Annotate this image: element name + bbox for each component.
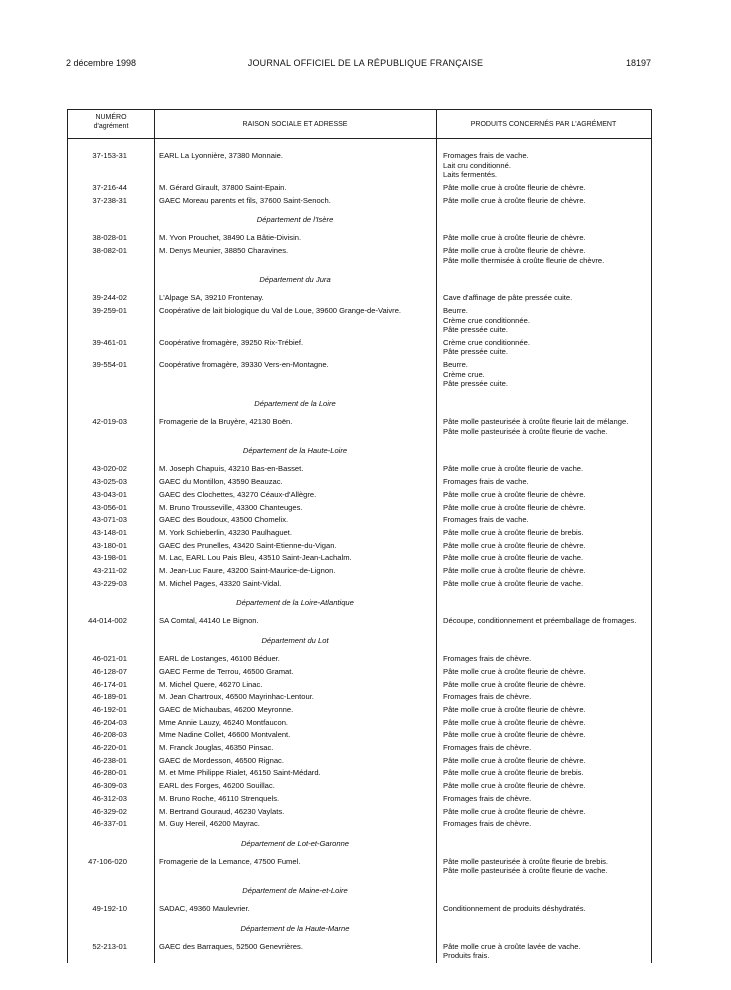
raison-sociale: M. Gérard Girault, 37800 Saint-Epain. — [159, 182, 287, 192]
raison-sociale: M. York Schieberlin, 43230 Paulhaguet. — [159, 527, 292, 537]
produit-line: Conditionnement de produits déshydratés. — [443, 904, 586, 914]
raison-sociale: M. et Mme Philippe Rialet, 46150 Saint-Médard. — [159, 768, 321, 778]
agrement-number: 46-337-01 — [92, 819, 127, 829]
header-numero-line2: d'agrément — [93, 122, 129, 130]
agrement-number: 43-211-02 — [92, 566, 127, 575]
produits — [443, 718, 653, 728]
produits — [443, 566, 653, 576]
raison-sociale: M. Denys Meunier, 38850 Charavines. — [159, 246, 289, 255]
produit-line: Pâte molle crue à croûte fleurie de chèvre. — [443, 540, 586, 550]
table-header — [68, 110, 651, 139]
produits — [443, 151, 653, 180]
produits — [443, 705, 653, 715]
produit-line: Pâte molle crue à croûte fleurie de chèvre. — [443, 717, 586, 727]
agrement-number: 46-128-07 — [92, 666, 127, 676]
produit-line: Pâte pressée cuite. — [443, 325, 509, 335]
raison-sociale: L'Alpage SA, 39210 Frontenay. — [159, 293, 264, 303]
produit-line: Pâte molle crue à croûte fleurie de vache. — [443, 464, 584, 474]
raison-sociale: Coopérative de lait biologique du Val de Loue, 39600 Grange-de-Vaivre. — [159, 306, 402, 315]
produit-line: Lait cru conditionné. — [443, 160, 511, 170]
produits — [443, 768, 653, 778]
produit-line: Pâte molle crue à croûte fleurie de chèvre. — [443, 182, 586, 192]
produits — [443, 338, 653, 357]
produits — [443, 293, 653, 303]
agrement-number: 43-148-01 — [92, 527, 127, 537]
produits — [443, 756, 653, 766]
raison-sociale: GAEC des Barraques, 52500 Genevrières. — [159, 941, 303, 951]
produits — [443, 246, 653, 265]
header-numero-line1: NUMÉRO — [95, 114, 127, 121]
journal-title: JOURNAL OFFICIEL DE LA RÉPUBLIQUE FRANÇAISE — [247, 58, 484, 68]
agrement-number: 42-019-03 — [92, 417, 127, 427]
header-date: 2 décembre 1998 — [66, 58, 137, 68]
agrement-number: 46-220-01 — [92, 743, 127, 752]
agrement-number: 43-180-01 — [92, 540, 127, 550]
raison-sociale: M. Michel Quere, 46270 Linac. — [159, 679, 263, 689]
agrement-number: 37-216-44 — [92, 182, 127, 192]
agrement-number: 43-043-01 — [92, 489, 127, 499]
agrement-number: 37-153-31 — [92, 151, 127, 160]
raison-sociale: M. Yvon Prouchet, 38490 La Bâtie-Divisin. — [159, 233, 302, 243]
produit-line: Pâte pressée cuite. — [443, 347, 509, 357]
raison-sociale: M. Jean-Luc Faure, 43200 Saint-Maurice-de-Lignon. — [159, 566, 336, 575]
department-heading: Département de l'Isère — [256, 215, 334, 225]
agrement-number: 46-208-03 — [92, 730, 127, 740]
agrement-number: 44-014-002 — [88, 616, 127, 626]
agrement-number: 47-106-020 — [88, 856, 127, 866]
produits — [443, 553, 653, 563]
raison-sociale: M. Franck Jouglas, 46350 Pinsac. — [159, 743, 274, 752]
produits — [443, 794, 653, 804]
agrement-number: 38-028-01 — [92, 233, 127, 243]
department-heading: Département de Lot-et-Garonne — [240, 838, 350, 848]
produits — [443, 807, 653, 817]
raison-sociale: GAEC du Montillon, 43590 Beauzac. — [159, 477, 283, 487]
department-heading: Département de la Loire-Atlantique — [236, 598, 354, 608]
produit-line: Pâte molle crue à croûte fleurie de chèvre. — [443, 730, 586, 740]
header-raison: RAISON SOCIALE ET ADRESSE — [242, 121, 348, 128]
agrement-number: 39-244-02 — [92, 293, 127, 303]
produit-line: Pâte molle crue à croûte fleurie de chèvre. — [443, 806, 586, 816]
produits — [443, 692, 653, 702]
produit-line: Fromages frais de chèvre. — [443, 692, 532, 702]
produit-line: Crème crue conditionnée. — [443, 337, 530, 347]
produits — [443, 904, 653, 914]
produits — [443, 616, 653, 626]
produit-line: Crème crue. — [443, 369, 485, 379]
agrement-number: 43-071-03 — [92, 515, 127, 525]
department-heading: Département de la Haute-Loire — [242, 446, 348, 456]
produit-line: Pâte molle crue à croûte fleurie de chèvre. — [443, 246, 586, 255]
produit-line: Pâte molle crue à croûte fleurie de chèvre. — [443, 195, 586, 205]
raison-sociale: GAEC des Boudoux, 43500 Chomelix. — [159, 515, 289, 525]
produits — [443, 781, 653, 791]
header-produits: PRODUITS CONCERNÉS PAR L'AGRÉMENT — [470, 121, 617, 128]
produit-line: Pâte molle crue à croûte fleurie de chèvre. — [443, 489, 586, 499]
produit-line: Pâte molle pasteurisée à croûte fleurie de vache. — [443, 866, 608, 876]
agrement-number: 43-229-03 — [92, 578, 127, 588]
agrement-number: 39-554-01 — [92, 360, 127, 370]
produit-line: Pâte molle crue à croûte fleurie de vache. — [443, 553, 584, 563]
raison-sociale: GAEC de Mordesson, 46500 Rignac. — [159, 755, 284, 765]
header-numero — [68, 114, 154, 131]
produit-line: Pâte molle crue à croûte fleurie de chèvre. — [443, 704, 586, 714]
agrement-number: 46-189-01 — [92, 692, 127, 702]
produit-line: Pâte molle crue à croûte fleurie de chèvre. — [443, 566, 586, 575]
raison-sociale: M. Bruno Roche, 46110 Strenquels. — [159, 793, 280, 803]
raison-sociale: SA Comtal, 44140 Le Bignon. — [159, 616, 259, 626]
agrement-number: 46-329-02 — [92, 806, 127, 816]
produits — [443, 306, 653, 335]
raison-sociale: Mme Annie Lauzy, 46240 Montfaucon. — [159, 717, 289, 727]
agrement-number: 46-280-01 — [92, 768, 127, 778]
raison-sociale: GAEC des Prunelles, 43420 Saint-Etienne-du-Vigan. — [159, 540, 337, 550]
raison-sociale: EARL des Forges, 46200 Souillac. — [159, 781, 275, 791]
produits — [443, 942, 653, 961]
produits — [443, 730, 653, 740]
agrement-number: 43-056-01 — [92, 502, 127, 512]
agrement-number: 37-238-31 — [92, 195, 127, 205]
agrement-number: 38-082-01 — [92, 246, 127, 255]
produit-line: Fromages frais de chèvre. — [443, 654, 532, 664]
produit-line: Fromages frais de chèvre. — [443, 819, 532, 829]
produit-line: Pâte molle crue à croûte fleurie de brebis. — [443, 527, 584, 537]
produit-line: Fromages frais de vache. — [443, 515, 529, 525]
produit-line: Pâte molle crue à croûte fleurie de chèvre. — [443, 666, 586, 676]
produits — [443, 654, 653, 664]
raison-sociale: M. Jean Chartroux, 46500 Mayrinhac-Lentour. — [159, 692, 314, 702]
agrement-number: 52-213-01 — [92, 941, 127, 951]
raison-sociale: Mme Nadine Collet, 46600 Montvalent. — [159, 730, 291, 740]
agrement-number: 43-025-03 — [92, 477, 127, 487]
produit-line: Pâte molle crue à croûte fleurie de chèvre. — [443, 781, 586, 791]
produit-line: Pâte molle crue à croûte fleurie de chèvre. — [443, 679, 586, 689]
produits — [443, 819, 653, 829]
raison-sociale: M. Bruno Trousseville, 43300 Chanteuges. — [159, 502, 303, 512]
agrement-number: 46-021-01 — [92, 654, 127, 664]
produits — [443, 417, 653, 436]
agrement-number: 43-198-01 — [92, 553, 127, 563]
produit-line: Pâte molle crue à croûte fleurie de vache. — [443, 578, 584, 588]
agrement-number: 46-204-03 — [92, 717, 127, 727]
produit-line: Pâte molle crue à croûte fleurie de chèvre. — [443, 755, 586, 765]
produits — [443, 743, 653, 753]
produit-line: Fromages frais de vache. — [443, 477, 529, 487]
raison-sociale: Coopérative fromagère, 39330 Vers-en-Montagne. — [159, 360, 329, 370]
produit-line: Pâte molle pasteurisée à croûte fleurie lait de mélange. — [443, 417, 629, 427]
raison-sociale: M. Michel Pages, 43320 Saint-Vidal. — [159, 578, 282, 588]
produit-line: Produits frais. — [443, 951, 490, 961]
raison-sociale: SADAC, 49360 Maulevrier. — [159, 904, 250, 914]
produit-line: Découpe, conditionnement et préemballage de fromages. — [443, 616, 637, 626]
produits — [443, 183, 653, 193]
produit-line: Laits fermentés. — [443, 170, 498, 180]
produit-line: Fromages frais de vache. — [443, 151, 529, 160]
raison-sociale: M. Bertrand Gouraud, 46230 Vaylats. — [159, 806, 285, 816]
produits — [443, 528, 653, 538]
department-heading: Département du Lot — [261, 636, 329, 646]
produits — [443, 579, 653, 589]
produit-line: Cave d'affinage de pâte pressée cuite. — [443, 293, 573, 303]
department-heading: Département de la Loire — [254, 399, 336, 409]
agrement-number: 39-259-01 — [92, 306, 127, 315]
produits — [443, 857, 653, 876]
produit-line: Crème crue conditionnée. — [443, 315, 530, 325]
raison-sociale: EARL La Lyonnière, 37380 Monnaie. — [159, 151, 283, 160]
page-number: 18197 — [625, 58, 651, 68]
raison-sociale: M. Guy Hereil, 46200 Mayrac. — [159, 819, 260, 829]
produit-line: Pâte molle crue à croûte fleurie de chèvre. — [443, 233, 586, 243]
table-body — [68, 138, 651, 964]
raison-sociale: GAEC des Clochettes, 43270 Céaux-d'Allègre. — [159, 489, 317, 499]
page-header — [0, 58, 731, 72]
produits — [443, 360, 653, 389]
agrement-number: 43-020-02 — [92, 464, 127, 474]
department-heading: Département de Maine-et-Loire — [242, 886, 348, 896]
department-heading: Département de la Haute-Marne — [240, 923, 350, 933]
produits — [443, 503, 653, 513]
produits — [443, 515, 653, 525]
produit-line: Pâte pressée cuite. — [443, 379, 509, 389]
department-heading: Département du Jura — [259, 275, 331, 285]
raison-sociale: GAEC Ferme de Terrou, 46500 Gramat. — [159, 666, 294, 676]
produits — [443, 233, 653, 243]
produits — [443, 667, 653, 677]
agrement-number: 46-312-03 — [92, 793, 127, 803]
produit-line: Pâte molle pasteurisée à croûte fleurie de vache. — [443, 426, 608, 436]
raison-sociale: EARL de Lostanges, 46100 Béduer. — [159, 654, 280, 664]
raison-sociale: M. Joseph Chapuis, 43210 Bas-en-Basset. — [159, 464, 304, 474]
agrement-number: 39-461-01 — [92, 337, 127, 347]
agrement-number: 46-238-01 — [92, 755, 127, 765]
produits — [443, 477, 653, 487]
raison-sociale: Fromagerie de la Bruyère, 42130 Boën. — [159, 417, 293, 427]
produit-line: Fromages frais de chèvre. — [443, 793, 532, 803]
produit-line: Pâte molle pasteurisée à croûte fleurie de brebis. — [443, 856, 609, 866]
produit-line: Fromages frais de chèvre. — [443, 743, 532, 752]
agrement-number: 46-192-01 — [92, 704, 127, 714]
produit-line: Beurre. — [443, 360, 468, 370]
agrement-number: 46-309-03 — [92, 781, 127, 791]
raison-sociale: M. Lac, EARL Lou Pais Bleu, 43510 Saint-Jean-Lachalm. — [159, 553, 352, 563]
produit-line: Beurre. — [443, 306, 468, 315]
produit-line: Pâte molle crue à croûte fleurie de chèvre. — [443, 502, 586, 512]
produits — [443, 490, 653, 500]
produits — [443, 196, 653, 206]
raison-sociale: GAEC Moreau parents et fils, 37600 Saint-Senoch. — [159, 195, 331, 205]
produits — [443, 680, 653, 690]
raison-sociale: Fromagerie de la Lemance, 47500 Fumel. — [159, 856, 301, 866]
raison-sociale: GAEC de Michaubas, 46200 Meyronne. — [159, 704, 294, 714]
produit-line: Pâte molle thermisée à croûte fleurie de chèvre. — [443, 255, 605, 265]
agrement-number: 46-174-01 — [92, 679, 127, 689]
produits — [443, 541, 653, 551]
agrement-table — [67, 109, 652, 963]
agrement-number: 49-192-10 — [92, 904, 127, 914]
raison-sociale: Coopérative fromagère, 39250 Rix-Trébief. — [159, 337, 304, 347]
produits — [443, 464, 653, 474]
produit-line: Pâte molle crue à croûte lavée de vache. — [443, 941, 581, 951]
produit-line: Pâte molle crue à croûte fleurie de brebis. — [443, 768, 584, 778]
